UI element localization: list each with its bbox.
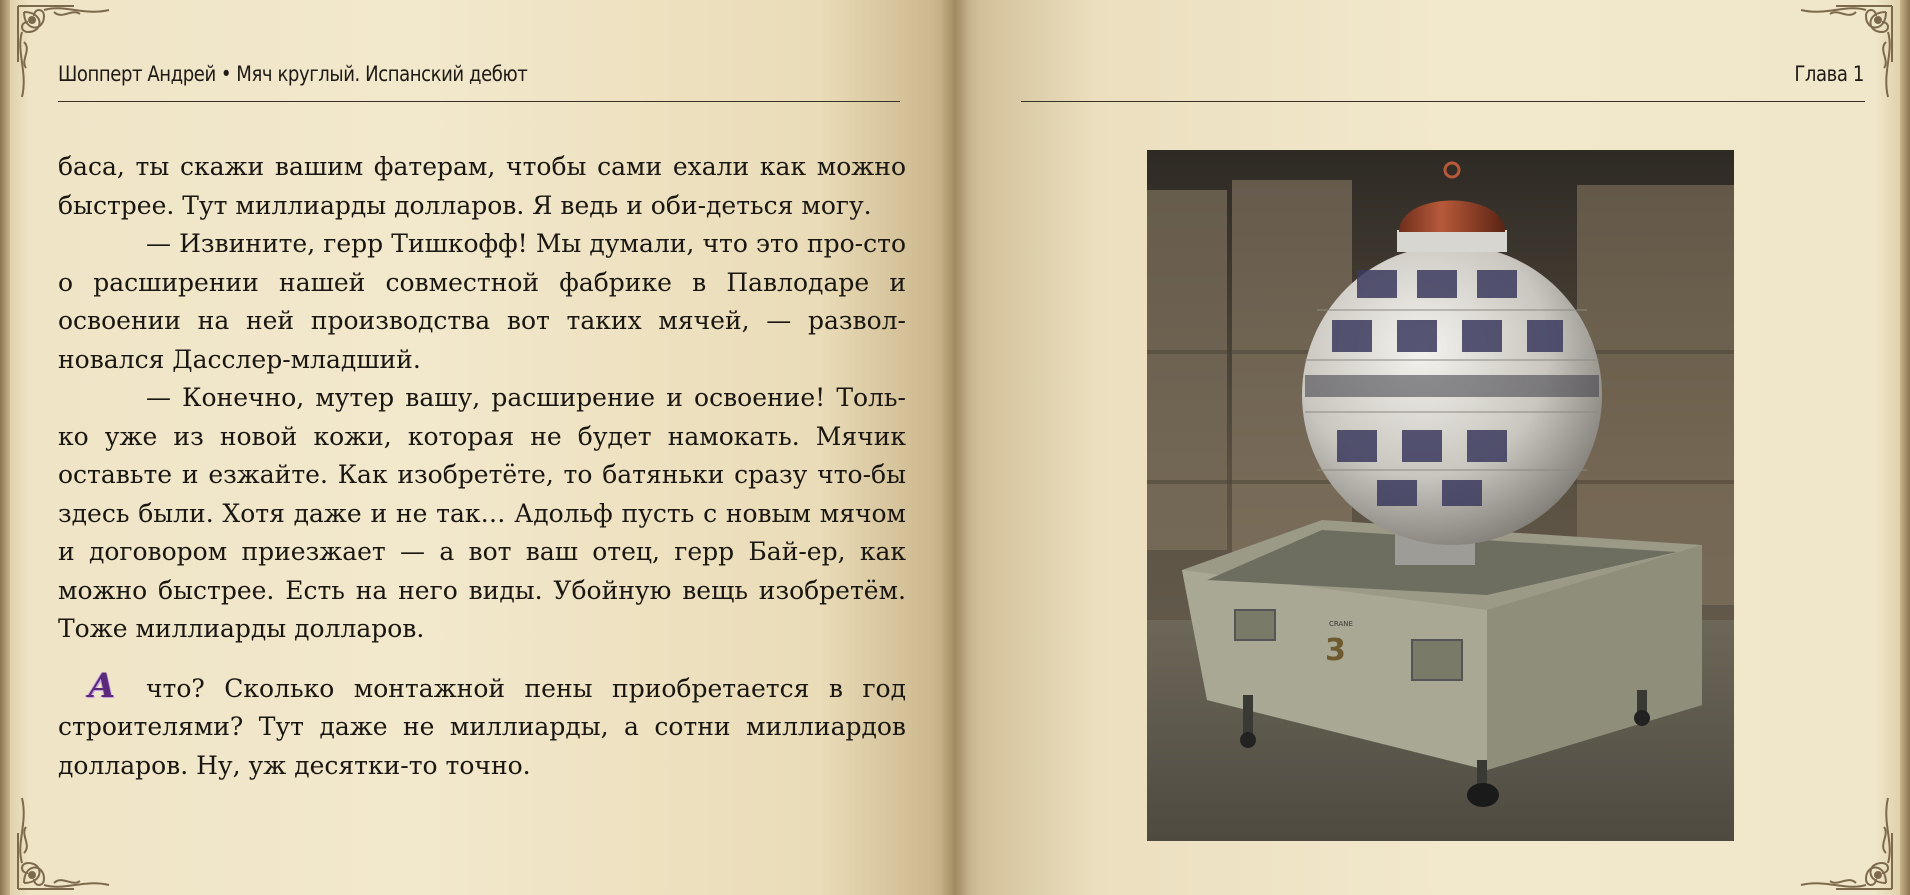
corner-ornament-icon (1786, 2, 1896, 112)
chapter-label: Глава 1 (1794, 62, 1864, 86)
header-separator: • (220, 62, 232, 86)
author-name: Шопперт Андрей (58, 62, 216, 86)
corner-ornament-icon (1786, 783, 1896, 893)
crate-number: 3 (1325, 633, 1346, 668)
book-edge-right (1900, 0, 1910, 895)
corner-ornament-icon (14, 2, 124, 112)
header-rule-right (1021, 101, 1865, 102)
illustration-photo (1147, 150, 1734, 841)
satellite-illustration (1147, 150, 1734, 841)
dropcap-paragraph-text: что? Сколько монтажной пены приобретается в год строителями? Тут даже не миллиарды, а сотни миллиардов долларов. Ну, уж десятки-то точно. (58, 673, 906, 780)
paragraph: баса, ты скажи вашим фатерам, чтобы сами ехали как можно быстрее. Тут миллиарды долларов. Я ведь и оби-деться могу. (58, 152, 906, 220)
header-rule-left (58, 101, 900, 102)
corner-ornament-icon (14, 783, 124, 893)
dropcap-paragraph (58, 667, 906, 786)
dropcap-letter: А (88, 665, 116, 706)
book-spine (940, 0, 970, 895)
paragraph: — Извините, герр Тишкофф! Мы думали, что это про-сто о расширении нашей совместной фабрике в Павлодаре и освоении на ней производства вот таких мячей, — развол-новался Дасслер-младший. (58, 229, 906, 374)
running-header-left (58, 62, 782, 86)
book-edge-left (0, 0, 10, 895)
page-text (58, 148, 906, 785)
paragraph: — Конечно, мутер вашу, расширение и освоение! Толь-ко уже из новой кожи, которая не будет намокать. Мячик оставьте и езжайте. Как изобретёте, то батяньки сразу что-бы здесь были. Хотя даже и не так… Адольф пусть с новым мячом и договором приезжает — а вот ваш отец, герр Бай-ер, как можно быстрее. Есть на него виды. Убойную вещь изобретём. Тоже миллиарды долларов. (58, 383, 906, 643)
crate-label: CRANE (1329, 620, 1353, 628)
book-title: Мяч круглый. Испанский дебют (236, 62, 528, 86)
